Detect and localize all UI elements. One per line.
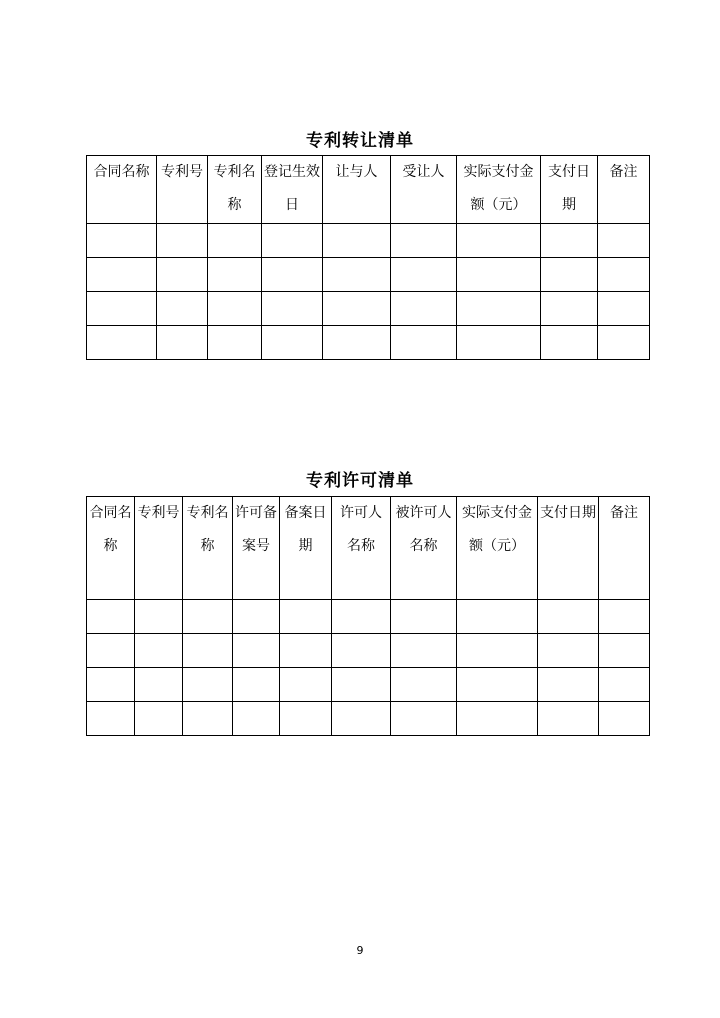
table-cell: [233, 702, 280, 736]
column-header-patent-name: 专利名称: [208, 156, 262, 224]
table-cell: [87, 224, 157, 258]
table-cell: [541, 326, 598, 360]
table-cell: [391, 292, 457, 326]
table-row: [87, 668, 650, 702]
column-header-assignee: 受让人: [391, 156, 457, 224]
table-cell: [183, 600, 233, 634]
table-cell: [280, 634, 332, 668]
table-cell: [598, 326, 650, 360]
license-list-title: 专利许可清单: [306, 471, 414, 491]
table-cell: [280, 702, 332, 736]
column-header-license-record-number: 许可备案号: [233, 497, 280, 600]
table-cell: [87, 258, 157, 292]
table-cell: [323, 258, 391, 292]
table-row: [87, 702, 650, 736]
table-cell: [233, 600, 280, 634]
table-cell: [332, 702, 391, 736]
table-cell: [135, 634, 183, 668]
transfer-list-title: 专利转让清单: [306, 131, 414, 151]
table-cell: [323, 292, 391, 326]
table-cell: [391, 668, 457, 702]
table-cell: [457, 600, 538, 634]
table-cell: [135, 702, 183, 736]
table-row: [87, 634, 650, 668]
table-cell: [183, 634, 233, 668]
table-cell: [262, 224, 323, 258]
table-cell: [135, 600, 183, 634]
table-cell: [157, 224, 208, 258]
table-cell: [183, 702, 233, 736]
table-cell: [391, 326, 457, 360]
table-cell: [208, 326, 262, 360]
table-row: [87, 600, 650, 634]
column-header-actual-payment-amount: 实际支付金额（元）: [457, 156, 541, 224]
table-cell: [157, 326, 208, 360]
table-cell: [233, 634, 280, 668]
table-row: [87, 292, 650, 326]
table-cell: [87, 634, 135, 668]
table-cell: [457, 292, 541, 326]
column-header-patent-number: 专利号: [135, 497, 183, 600]
table-cell: [135, 668, 183, 702]
license-list-table: [86, 496, 650, 736]
column-header-payment-date: 支付日期: [538, 497, 599, 600]
table-cell: [87, 326, 157, 360]
table-cell: [538, 668, 599, 702]
column-header-actual-payment-amount: 实际支付金额（元）: [457, 497, 538, 600]
table-cell: [599, 668, 650, 702]
table-cell: [280, 600, 332, 634]
table-cell: [87, 702, 135, 736]
table-cell: [183, 668, 233, 702]
table-cell: [262, 326, 323, 360]
column-header-patent-number: 专利号: [157, 156, 208, 224]
column-header-licensee-name: 被许可人名称: [391, 497, 457, 600]
table-cell: [457, 702, 538, 736]
table-cell: [233, 668, 280, 702]
table-cell: [208, 224, 262, 258]
table-cell: [457, 326, 541, 360]
table-cell: [262, 258, 323, 292]
table-row: [87, 224, 650, 258]
column-header-registration-effective-date: 登记生效日: [262, 156, 323, 224]
table-cell: [391, 258, 457, 292]
table-cell: [391, 702, 457, 736]
column-header-remarks: 备注: [599, 497, 650, 600]
table-cell: [457, 224, 541, 258]
table-cell: [457, 668, 538, 702]
table-cell: [332, 668, 391, 702]
table-cell: [599, 600, 650, 634]
column-header-remarks: 备注: [598, 156, 650, 224]
table-cell: [391, 634, 457, 668]
column-header-assignor: 让与人: [323, 156, 391, 224]
table-cell: [541, 224, 598, 258]
table-cell: [538, 702, 599, 736]
column-header-contract-name: 合同名称: [87, 156, 157, 224]
table-cell: [157, 292, 208, 326]
column-header-licensor-name: 许可人名称: [332, 497, 391, 600]
table-cell: [332, 634, 391, 668]
table-cell: [280, 668, 332, 702]
table-cell: [332, 600, 391, 634]
table-cell: [208, 292, 262, 326]
page-number: 9: [356, 944, 364, 957]
transfer-list-table: [86, 155, 650, 360]
table-cell: [87, 292, 157, 326]
table-cell: [598, 292, 650, 326]
table-cell: [457, 634, 538, 668]
table-cell: [323, 224, 391, 258]
table-cell: [538, 600, 599, 634]
table-cell: [391, 600, 457, 634]
table-cell: [323, 326, 391, 360]
table-row: [87, 258, 650, 292]
table-cell: [598, 224, 650, 258]
table-cell: [208, 258, 262, 292]
table-header-row: [87, 156, 650, 224]
column-header-payment-date: 支付日期: [541, 156, 598, 224]
table-cell: [598, 258, 650, 292]
table-cell: [457, 258, 541, 292]
table-row: [87, 326, 650, 360]
table-cell: [599, 702, 650, 736]
table-cell: [541, 258, 598, 292]
table-cell: [87, 668, 135, 702]
table-cell: [538, 634, 599, 668]
table-cell: [541, 292, 598, 326]
column-header-patent-name: 专利名称: [183, 497, 233, 600]
table-cell: [391, 224, 457, 258]
table-cell: [262, 292, 323, 326]
table-cell: [87, 600, 135, 634]
table-cell: [157, 258, 208, 292]
column-header-record-date: 备案日期: [280, 497, 332, 600]
table-cell: [599, 634, 650, 668]
column-header-contract-name: 合同名称: [87, 497, 135, 600]
table-header-row: [87, 497, 650, 600]
